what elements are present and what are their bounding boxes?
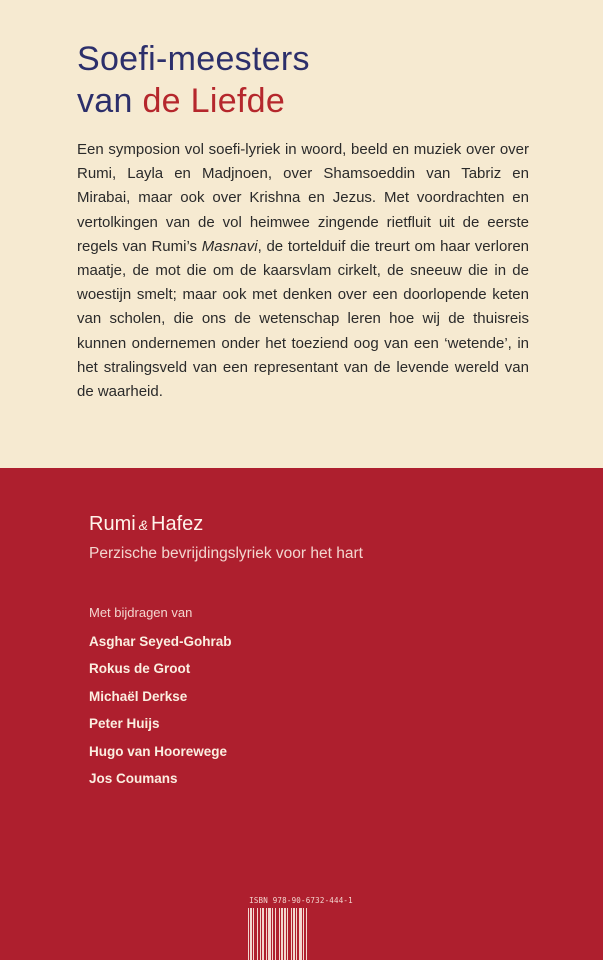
contributors-label: Met bijdragen van	[89, 605, 193, 620]
contributor-name: Peter Huijs	[89, 716, 160, 732]
isbn-number: ISBN 978-90-6732-444-1	[249, 896, 353, 905]
blurb-part-1: Een symposion vol soefi-lyriek in woord, beeld en muziek over over Rumi, Layla en Madjnoen, over Shamsoeddin van Tabriz en Mirabai, maar ook over Krishna en Jezus. Met voordrachten en vertolkingen van de vol heimwee zingende rietfluit uit de eerste regels van Rumi’s	[77, 141, 529, 255]
blurb-text	[77, 138, 529, 404]
contributor-name: Rokus de Groot	[89, 661, 191, 677]
top-panel	[0, 0, 603, 468]
barcode	[246, 896, 356, 960]
bottom-panel	[0, 468, 603, 960]
blurb-paragraph	[77, 138, 529, 404]
contributor-name: Michaël Derkse	[89, 688, 188, 704]
series-name-2: Hafez	[151, 513, 204, 535]
title-line-2	[77, 80, 310, 122]
contributors-list	[89, 628, 232, 792]
barcode-gap	[307, 908, 308, 960]
book-title	[77, 38, 310, 122]
series-ampersand: &	[138, 517, 149, 533]
title-accent: de Liefde	[142, 82, 286, 120]
series-subtitle: Perzische bevrijdingslyriek voor het hart	[89, 545, 363, 562]
title-prefix: van	[77, 82, 143, 120]
barcode-bars	[248, 908, 354, 960]
series-name-1: Rumi	[89, 513, 136, 535]
title-line-1: Soefi-meesters	[77, 40, 310, 78]
contributor-name: Asghar Seyed-Gohrab	[89, 634, 232, 649]
blurb-italic: Masnavi	[201, 237, 258, 255]
series-title	[89, 513, 203, 536]
contributor-name: Hugo van Hoorewege	[89, 743, 228, 759]
blurb-part-2: , de tortelduif die treurt om haar verloren maatje, de mot die om de kaarsvlam cirkelt, de sneeuw die in de woestijn smelt; maar ook met denken over een doorlopende keten van scholen, die ons de wetenschap leren hoe wij de thuisreis kunnen ondernemen onder het toeziend oog van een ‘wetende’, in het stralingsveld van een representant van de levende wereld van de waarheid.	[77, 237, 530, 401]
contributor-name: Jos Coumans	[89, 770, 178, 786]
